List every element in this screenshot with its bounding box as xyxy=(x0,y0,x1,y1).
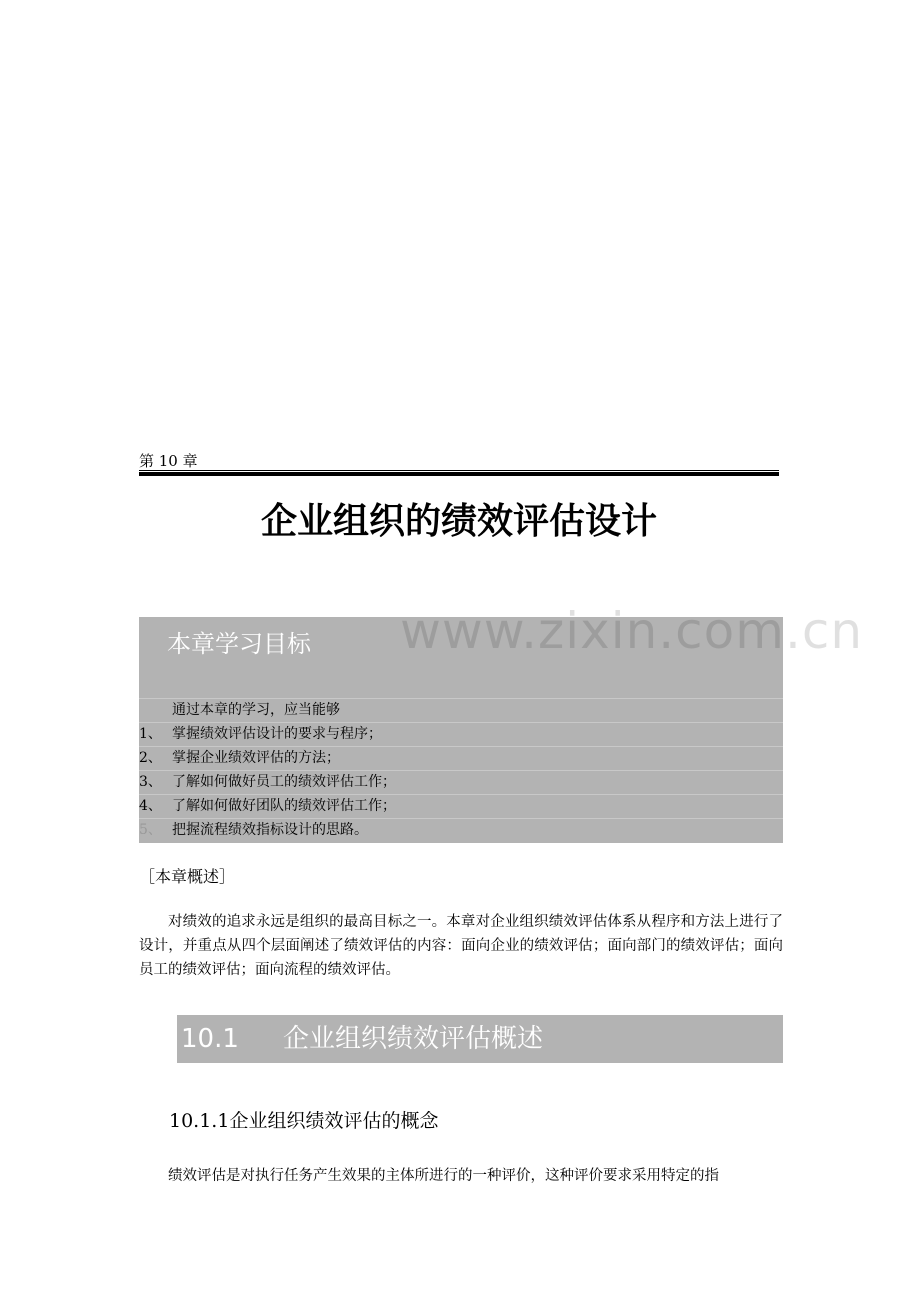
objectives-heading: 本章学习目标 xyxy=(167,630,311,658)
chapter-label: 第 10 章 xyxy=(139,452,198,470)
section-title: 企业组织绩效评估概述 xyxy=(283,1024,544,1054)
objective-item xyxy=(139,818,783,842)
objective-number: 3、 xyxy=(139,774,162,790)
section-number: 10.1 xyxy=(181,1024,239,1054)
section-heading-bar xyxy=(177,1015,783,1063)
objective-number: 1、 xyxy=(139,726,162,742)
objective-text: 了解如何做好团队的绩效评估工作； xyxy=(172,798,396,814)
objective-text: 了解如何做好员工的绩效评估工作； xyxy=(172,774,396,790)
objective-item xyxy=(139,770,783,794)
chapter-rule-thick xyxy=(139,472,779,476)
objective-number: 4、 xyxy=(139,798,162,814)
objective-text: 掌握绩效评估设计的要求与程序； xyxy=(172,726,382,742)
subsection-title: 企业组织绩效评估的概念 xyxy=(229,1110,439,1132)
objective-text: 把握流程绩效指标设计的思路。 xyxy=(172,822,368,838)
watermark: www.zixin.com.cn xyxy=(400,602,864,660)
objective-text: 掌握企业绩效评估的方法； xyxy=(172,750,340,766)
subsection-number: 10.1.1 xyxy=(169,1110,230,1132)
chapter-rule-thin xyxy=(139,470,779,471)
chapter-title: 企业组织的绩效评估设计 xyxy=(260,501,657,542)
objective-item xyxy=(139,722,783,746)
overview-paragraph: 对绩效的追求永远是组织的最高目标之一。本章对企业组织绩效评估体系从程序和方法上进行了设计，并重点从四个层面阐述了绩效评估的内容：面向企业的绩效评估；面向部门的绩效评估；面向员工的绩效评估；面向流程的绩效评估。 xyxy=(139,914,783,978)
body-paragraph: 绩效评估是对执行任务产生效果的主体所进行的一种评价，这种评价要求采用特定的指 xyxy=(168,1168,719,1184)
subsection-heading xyxy=(169,1107,438,1135)
objective-number: 5、 xyxy=(139,822,162,838)
objective-item xyxy=(139,794,783,818)
objective-item xyxy=(139,746,783,770)
objectives-intro: 通过本章的学习，应当能够 xyxy=(172,702,340,718)
overview-heading: ［本章概述］ xyxy=(139,867,236,886)
objectives-intro-row xyxy=(139,698,783,722)
objective-number: 2、 xyxy=(139,750,162,766)
